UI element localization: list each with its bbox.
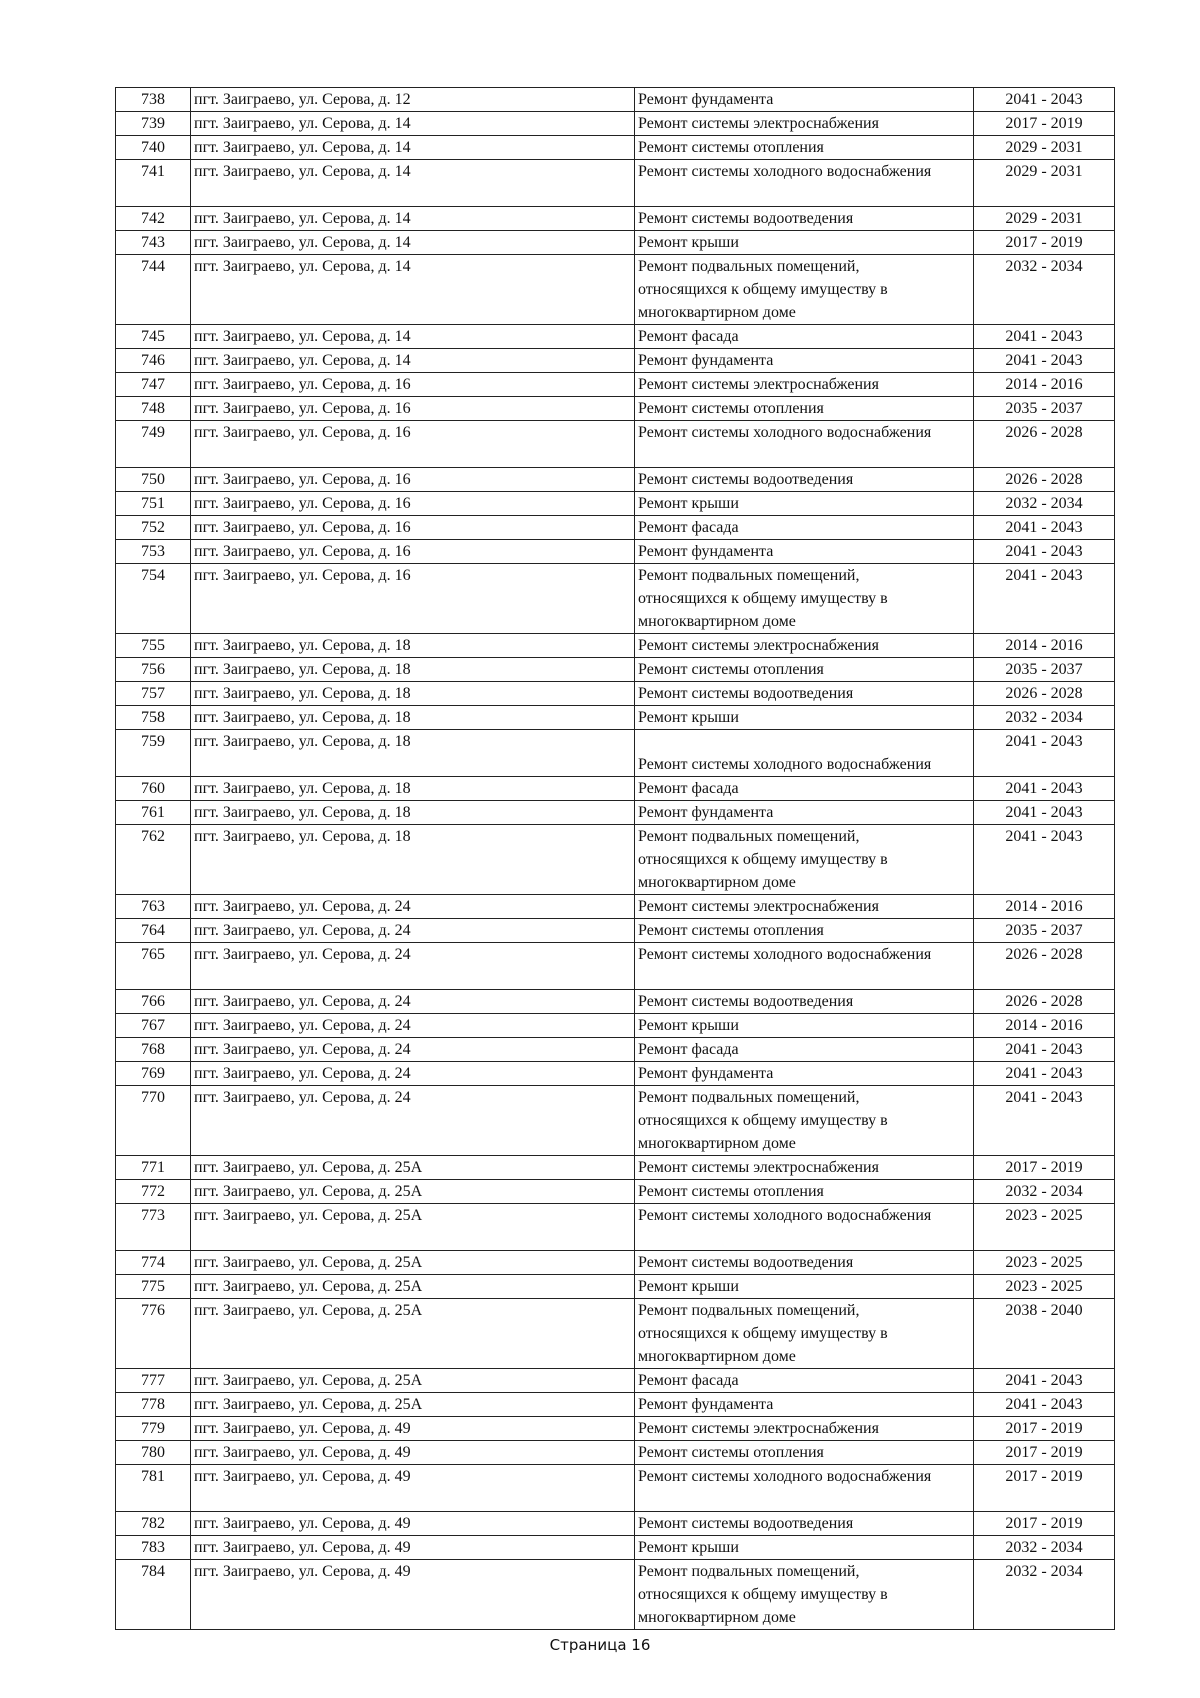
work-type-cell: Ремонт системы электроснабжения bbox=[635, 373, 974, 397]
work-type-cell: Ремонт системы электроснабжения bbox=[635, 634, 974, 658]
work-type-cell: Ремонт крыши bbox=[635, 1536, 974, 1560]
table-row bbox=[116, 1204, 1115, 1251]
address-cell: пгт. Заиграево, ул. Серова, д. 14 bbox=[191, 349, 635, 373]
period-cell: 2035 - 2037 bbox=[974, 919, 1115, 943]
row-number-cell: 772 bbox=[116, 1180, 191, 1204]
row-number-cell: 753 bbox=[116, 540, 191, 564]
work-type-cell: Ремонт системы электроснабжения bbox=[635, 1417, 974, 1441]
work-type-cell: Ремонт фундамента bbox=[635, 801, 974, 825]
table-row bbox=[116, 136, 1115, 160]
period-cell: 2017 - 2019 bbox=[974, 112, 1115, 136]
row-number-cell: 738 bbox=[116, 88, 191, 112]
work-type-cell: Ремонт системы электроснабжения bbox=[635, 112, 974, 136]
address-cell: пгт. Заиграево, ул. Серова, д. 49 bbox=[191, 1417, 635, 1441]
row-number-cell: 752 bbox=[116, 516, 191, 540]
table-row bbox=[116, 1086, 1115, 1156]
address-cell: пгт. Заиграево, ул. Серова, д. 25А bbox=[191, 1369, 635, 1393]
period-cell: 2014 - 2016 bbox=[974, 634, 1115, 658]
period-cell: 2041 - 2043 bbox=[974, 730, 1115, 777]
period-cell: 2023 - 2025 bbox=[974, 1204, 1115, 1251]
period-cell: 2035 - 2037 bbox=[974, 397, 1115, 421]
row-number-cell: 775 bbox=[116, 1275, 191, 1299]
address-cell: пгт. Заиграево, ул. Серова, д. 16 bbox=[191, 421, 635, 468]
period-cell: 2017 - 2019 bbox=[974, 1465, 1115, 1512]
address-cell: пгт. Заиграево, ул. Серова, д. 49 bbox=[191, 1465, 635, 1512]
work-type-cell: Ремонт системы электроснабжения bbox=[635, 895, 974, 919]
table-row bbox=[116, 88, 1115, 112]
work-type-cell: Ремонт подвальных помещений, относящихся к общему имуществу в многоквартирном доме bbox=[635, 825, 974, 895]
table-row bbox=[116, 468, 1115, 492]
address-cell: пгт. Заиграево, ул. Серова, д. 24 bbox=[191, 990, 635, 1014]
address-cell: пгт. Заиграево, ул. Серова, д. 16 bbox=[191, 373, 635, 397]
address-cell: пгт. Заиграево, ул. Серова, д. 24 bbox=[191, 1038, 635, 1062]
work-type-cell: Ремонт фасада bbox=[635, 325, 974, 349]
period-cell: 2017 - 2019 bbox=[974, 1417, 1115, 1441]
period-cell: 2041 - 2043 bbox=[974, 1369, 1115, 1393]
work-type-cell: Ремонт системы отопления bbox=[635, 397, 974, 421]
work-type-cell: Ремонт подвальных помещений, относящихся к общему имуществу в многоквартирном доме bbox=[635, 564, 974, 634]
period-cell: 2029 - 2031 bbox=[974, 136, 1115, 160]
period-cell: 2017 - 2019 bbox=[974, 1156, 1115, 1180]
row-number-cell: 756 bbox=[116, 658, 191, 682]
period-cell: 2026 - 2028 bbox=[974, 682, 1115, 706]
period-cell: 2017 - 2019 bbox=[974, 1441, 1115, 1465]
period-cell: 2038 - 2040 bbox=[974, 1299, 1115, 1369]
row-number-cell: 748 bbox=[116, 397, 191, 421]
table-row bbox=[116, 1441, 1115, 1465]
period-cell: 2026 - 2028 bbox=[974, 943, 1115, 990]
address-cell: пгт. Заиграево, ул. Серова, д. 25А bbox=[191, 1393, 635, 1417]
table-row bbox=[116, 1417, 1115, 1441]
period-cell: 2032 - 2034 bbox=[974, 255, 1115, 325]
work-type-cell: Ремонт системы отопления bbox=[635, 1180, 974, 1204]
table-row bbox=[116, 255, 1115, 325]
address-cell: пгт. Заиграево, ул. Серова, д. 14 bbox=[191, 136, 635, 160]
work-type-cell: Ремонт фундамента bbox=[635, 540, 974, 564]
table-row bbox=[116, 1156, 1115, 1180]
period-cell: 2032 - 2034 bbox=[974, 1560, 1115, 1630]
row-number-cell: 761 bbox=[116, 801, 191, 825]
table-row bbox=[116, 682, 1115, 706]
row-number-cell: 745 bbox=[116, 325, 191, 349]
table-row bbox=[116, 706, 1115, 730]
row-number-cell: 770 bbox=[116, 1086, 191, 1156]
row-number-cell: 783 bbox=[116, 1536, 191, 1560]
work-type-cell: Ремонт системы водоотведения bbox=[635, 682, 974, 706]
period-cell: 2023 - 2025 bbox=[974, 1251, 1115, 1275]
address-cell: пгт. Заиграево, ул. Серова, д. 25А bbox=[191, 1180, 635, 1204]
work-type-cell: Ремонт фасада bbox=[635, 777, 974, 801]
period-cell: 2017 - 2019 bbox=[974, 1512, 1115, 1536]
address-cell: пгт. Заиграево, ул. Серова, д. 49 bbox=[191, 1560, 635, 1630]
period-cell: 2041 - 2043 bbox=[974, 349, 1115, 373]
period-cell: 2041 - 2043 bbox=[974, 1393, 1115, 1417]
period-cell: 2035 - 2037 bbox=[974, 658, 1115, 682]
row-number-cell: 750 bbox=[116, 468, 191, 492]
address-cell: пгт. Заиграево, ул. Серова, д. 25А bbox=[191, 1156, 635, 1180]
address-cell: пгт. Заиграево, ул. Серова, д. 18 bbox=[191, 658, 635, 682]
row-number-cell: 767 bbox=[116, 1014, 191, 1038]
period-cell: 2041 - 2043 bbox=[974, 88, 1115, 112]
table-row bbox=[116, 895, 1115, 919]
row-number-cell: 739 bbox=[116, 112, 191, 136]
row-number-cell: 784 bbox=[116, 1560, 191, 1630]
address-cell: пгт. Заиграево, ул. Серова, д. 16 bbox=[191, 468, 635, 492]
table-row bbox=[116, 349, 1115, 373]
table-row bbox=[116, 207, 1115, 231]
period-cell: 2041 - 2043 bbox=[974, 777, 1115, 801]
period-cell: 2014 - 2016 bbox=[974, 373, 1115, 397]
row-number-cell: 743 bbox=[116, 231, 191, 255]
row-number-cell: 779 bbox=[116, 1417, 191, 1441]
address-cell: пгт. Заиграево, ул. Серова, д. 25А bbox=[191, 1299, 635, 1369]
address-cell: пгт. Заиграево, ул. Серова, д. 18 bbox=[191, 634, 635, 658]
work-type-cell: Ремонт фундамента bbox=[635, 349, 974, 373]
row-number-cell: 740 bbox=[116, 136, 191, 160]
table-row bbox=[116, 634, 1115, 658]
period-cell: 2017 - 2019 bbox=[974, 231, 1115, 255]
row-number-cell: 781 bbox=[116, 1465, 191, 1512]
address-cell: пгт. Заиграево, ул. Серова, д. 24 bbox=[191, 1062, 635, 1086]
period-cell: 2041 - 2043 bbox=[974, 325, 1115, 349]
period-cell: 2041 - 2043 bbox=[974, 1038, 1115, 1062]
row-number-cell: 771 bbox=[116, 1156, 191, 1180]
period-cell: 2014 - 2016 bbox=[974, 895, 1115, 919]
table-row bbox=[116, 801, 1115, 825]
address-cell: пгт. Заиграево, ул. Серова, д. 16 bbox=[191, 397, 635, 421]
table-row bbox=[116, 943, 1115, 990]
row-number-cell: 758 bbox=[116, 706, 191, 730]
address-cell: пгт. Заиграево, ул. Серова, д. 16 bbox=[191, 492, 635, 516]
work-type-cell: Ремонт подвальных помещений, относящихся к общему имуществу в многоквартирном доме bbox=[635, 255, 974, 325]
address-cell: пгт. Заиграево, ул. Серова, д. 18 bbox=[191, 730, 635, 777]
work-type-cell: Ремонт системы водоотведения bbox=[635, 990, 974, 1014]
address-cell: пгт. Заиграево, ул. Серова, д. 12 bbox=[191, 88, 635, 112]
address-cell: пгт. Заиграево, ул. Серова, д. 14 bbox=[191, 255, 635, 325]
work-type-cell: Ремонт системы отопления bbox=[635, 1441, 974, 1465]
address-cell: пгт. Заиграево, ул. Серова, д. 24 bbox=[191, 919, 635, 943]
work-type-cell: Ремонт системы отопления bbox=[635, 136, 974, 160]
table-row bbox=[116, 1014, 1115, 1038]
work-type-cell: Ремонт системы водоотведения bbox=[635, 1251, 974, 1275]
address-cell: пгт. Заиграево, ул. Серова, д. 24 bbox=[191, 1086, 635, 1156]
page-number: Страница 16 bbox=[549, 1636, 651, 1654]
period-cell: 2029 - 2031 bbox=[974, 160, 1115, 207]
period-cell: 2029 - 2031 bbox=[974, 207, 1115, 231]
address-cell: пгт. Заиграево, ул. Серова, д. 24 bbox=[191, 1014, 635, 1038]
table-row bbox=[116, 1275, 1115, 1299]
table-row bbox=[116, 373, 1115, 397]
period-cell: 2041 - 2043 bbox=[974, 516, 1115, 540]
table-row bbox=[116, 1251, 1115, 1275]
work-type-cell: Ремонт подвальных помещений, относящихся к общему имуществу в многоквартирном доме bbox=[635, 1299, 974, 1369]
period-cell: 2041 - 2043 bbox=[974, 564, 1115, 634]
address-cell: пгт. Заиграево, ул. Серова, д. 16 bbox=[191, 516, 635, 540]
address-cell: пгт. Заиграево, ул. Серова, д. 18 bbox=[191, 801, 635, 825]
work-type-cell: Ремонт крыши bbox=[635, 231, 974, 255]
period-cell: 2032 - 2034 bbox=[974, 492, 1115, 516]
work-type-cell: Ремонт системы водоотведения bbox=[635, 207, 974, 231]
row-number-cell: 744 bbox=[116, 255, 191, 325]
address-cell: пгт. Заиграево, ул. Серова, д. 14 bbox=[191, 207, 635, 231]
period-cell: 2026 - 2028 bbox=[974, 468, 1115, 492]
repair-schedule-table bbox=[115, 87, 1115, 1630]
address-cell: пгт. Заиграево, ул. Серова, д. 14 bbox=[191, 231, 635, 255]
table-row bbox=[116, 564, 1115, 634]
row-number-cell: 774 bbox=[116, 1251, 191, 1275]
work-type-cell: Ремонт фасада bbox=[635, 1369, 974, 1393]
work-type-cell: Ремонт фасада bbox=[635, 516, 974, 540]
table-row bbox=[116, 397, 1115, 421]
table-row bbox=[116, 1512, 1115, 1536]
work-type-cell: Ремонт системы холодного водоснабжения bbox=[635, 160, 974, 207]
period-cell: 2041 - 2043 bbox=[974, 1086, 1115, 1156]
work-type-cell: Ремонт фундамента bbox=[635, 1062, 974, 1086]
row-number-cell: 776 bbox=[116, 1299, 191, 1369]
address-cell: пгт. Заиграево, ул. Серова, д. 49 bbox=[191, 1536, 635, 1560]
period-cell: 2032 - 2034 bbox=[974, 706, 1115, 730]
row-number-cell: 749 bbox=[116, 421, 191, 468]
work-type-cell: Ремонт системы водоотведения bbox=[635, 1512, 974, 1536]
work-type-cell: Ремонт системы отопления bbox=[635, 658, 974, 682]
table-row bbox=[116, 1536, 1115, 1560]
work-type-cell: Ремонт системы холодного водоснабжения bbox=[635, 1465, 974, 1512]
row-number-cell: 768 bbox=[116, 1038, 191, 1062]
table-row bbox=[116, 421, 1115, 468]
work-type-cell: Ремонт фасада bbox=[635, 1038, 974, 1062]
address-cell: пгт. Заиграево, ул. Серова, д. 18 bbox=[191, 777, 635, 801]
address-cell: пгт. Заиграево, ул. Серова, д. 24 bbox=[191, 943, 635, 990]
table-row bbox=[116, 990, 1115, 1014]
address-cell: пгт. Заиграево, ул. Серова, д. 25А bbox=[191, 1275, 635, 1299]
work-type-cell: Ремонт подвальных помещений, относящихся к общему имуществу в многоквартирном доме bbox=[635, 1560, 974, 1630]
address-cell: пгт. Заиграево, ул. Серова, д. 16 bbox=[191, 564, 635, 634]
table-row bbox=[116, 160, 1115, 207]
row-number-cell: 760 bbox=[116, 777, 191, 801]
table-row bbox=[116, 1062, 1115, 1086]
row-number-cell: 759 bbox=[116, 730, 191, 777]
row-number-cell: 777 bbox=[116, 1369, 191, 1393]
work-type-cell: Ремонт системы холодного водоснабжения bbox=[635, 1204, 974, 1251]
address-cell: пгт. Заиграево, ул. Серова, д. 24 bbox=[191, 895, 635, 919]
period-cell: 2032 - 2034 bbox=[974, 1180, 1115, 1204]
work-type-cell: Ремонт крыши bbox=[635, 492, 974, 516]
work-type-cell: Ремонт системы холодного водоснабжения bbox=[635, 421, 974, 468]
period-cell: 2041 - 2043 bbox=[974, 825, 1115, 895]
table-row bbox=[116, 112, 1115, 136]
row-number-cell: 751 bbox=[116, 492, 191, 516]
row-number-cell: 742 bbox=[116, 207, 191, 231]
work-type-cell: Ремонт системы холодного водоснабжения bbox=[635, 730, 974, 777]
address-cell: пгт. Заиграево, ул. Серова, д. 16 bbox=[191, 540, 635, 564]
period-cell: 2014 - 2016 bbox=[974, 1014, 1115, 1038]
work-type-cell: Ремонт крыши bbox=[635, 706, 974, 730]
table-row bbox=[116, 919, 1115, 943]
row-number-cell: 780 bbox=[116, 1441, 191, 1465]
address-cell: пгт. Заиграево, ул. Серова, д. 25А bbox=[191, 1204, 635, 1251]
row-number-cell: 763 bbox=[116, 895, 191, 919]
table-row bbox=[116, 231, 1115, 255]
work-type-cell: Ремонт подвальных помещений, относящихся к общему имуществу в многоквартирном доме bbox=[635, 1086, 974, 1156]
address-cell: пгт. Заиграево, ул. Серова, д. 18 bbox=[191, 682, 635, 706]
period-cell: 2041 - 2043 bbox=[974, 801, 1115, 825]
row-number-cell: 782 bbox=[116, 1512, 191, 1536]
period-cell: 2032 - 2034 bbox=[974, 1536, 1115, 1560]
work-type-cell: Ремонт системы водоотведения bbox=[635, 468, 974, 492]
table-row bbox=[116, 1393, 1115, 1417]
table-row bbox=[116, 1465, 1115, 1512]
period-cell: 2026 - 2028 bbox=[974, 990, 1115, 1014]
row-number-cell: 741 bbox=[116, 160, 191, 207]
work-type-cell: Ремонт системы холодного водоснабжения bbox=[635, 943, 974, 990]
work-type-cell: Ремонт крыши bbox=[635, 1014, 974, 1038]
work-type-cell: Ремонт системы отопления bbox=[635, 919, 974, 943]
table-row bbox=[116, 658, 1115, 682]
address-cell: пгт. Заиграево, ул. Серова, д. 14 bbox=[191, 112, 635, 136]
table-body bbox=[116, 88, 1115, 1630]
period-cell: 2041 - 2043 bbox=[974, 540, 1115, 564]
table-row bbox=[116, 1299, 1115, 1369]
row-number-cell: 764 bbox=[116, 919, 191, 943]
table-row bbox=[116, 325, 1115, 349]
table-row bbox=[116, 516, 1115, 540]
row-number-cell: 762 bbox=[116, 825, 191, 895]
address-cell: пгт. Заиграево, ул. Серова, д. 14 bbox=[191, 325, 635, 349]
address-cell: пгт. Заиграево, ул. Серова, д. 49 bbox=[191, 1512, 635, 1536]
row-number-cell: 766 bbox=[116, 990, 191, 1014]
period-cell: 2041 - 2043 bbox=[974, 1062, 1115, 1086]
work-type-cell: Ремонт фундамента bbox=[635, 1393, 974, 1417]
work-type-cell: Ремонт системы электроснабжения bbox=[635, 1156, 974, 1180]
row-number-cell: 754 bbox=[116, 564, 191, 634]
table-row bbox=[116, 1038, 1115, 1062]
table-row bbox=[116, 730, 1115, 777]
table-row bbox=[116, 1560, 1115, 1630]
period-cell: 2023 - 2025 bbox=[974, 1275, 1115, 1299]
table-row bbox=[116, 1369, 1115, 1393]
address-cell: пгт. Заиграево, ул. Серова, д. 18 bbox=[191, 825, 635, 895]
address-cell: пгт. Заиграево, ул. Серова, д. 49 bbox=[191, 1441, 635, 1465]
row-number-cell: 757 bbox=[116, 682, 191, 706]
work-type-cell: Ремонт фундамента bbox=[635, 88, 974, 112]
row-number-cell: 769 bbox=[116, 1062, 191, 1086]
table-row bbox=[116, 777, 1115, 801]
address-cell: пгт. Заиграево, ул. Серова, д. 18 bbox=[191, 706, 635, 730]
row-number-cell: 765 bbox=[116, 943, 191, 990]
row-number-cell: 778 bbox=[116, 1393, 191, 1417]
row-number-cell: 747 bbox=[116, 373, 191, 397]
row-number-cell: 746 bbox=[116, 349, 191, 373]
table-row bbox=[116, 492, 1115, 516]
row-number-cell: 773 bbox=[116, 1204, 191, 1251]
address-cell: пгт. Заиграево, ул. Серова, д. 25А bbox=[191, 1251, 635, 1275]
table-row bbox=[116, 540, 1115, 564]
work-type-cell: Ремонт крыши bbox=[635, 1275, 974, 1299]
period-cell: 2026 - 2028 bbox=[974, 421, 1115, 468]
address-cell: пгт. Заиграево, ул. Серова, д. 14 bbox=[191, 160, 635, 207]
table-row bbox=[116, 1180, 1115, 1204]
row-number-cell: 755 bbox=[116, 634, 191, 658]
table-row bbox=[116, 825, 1115, 895]
